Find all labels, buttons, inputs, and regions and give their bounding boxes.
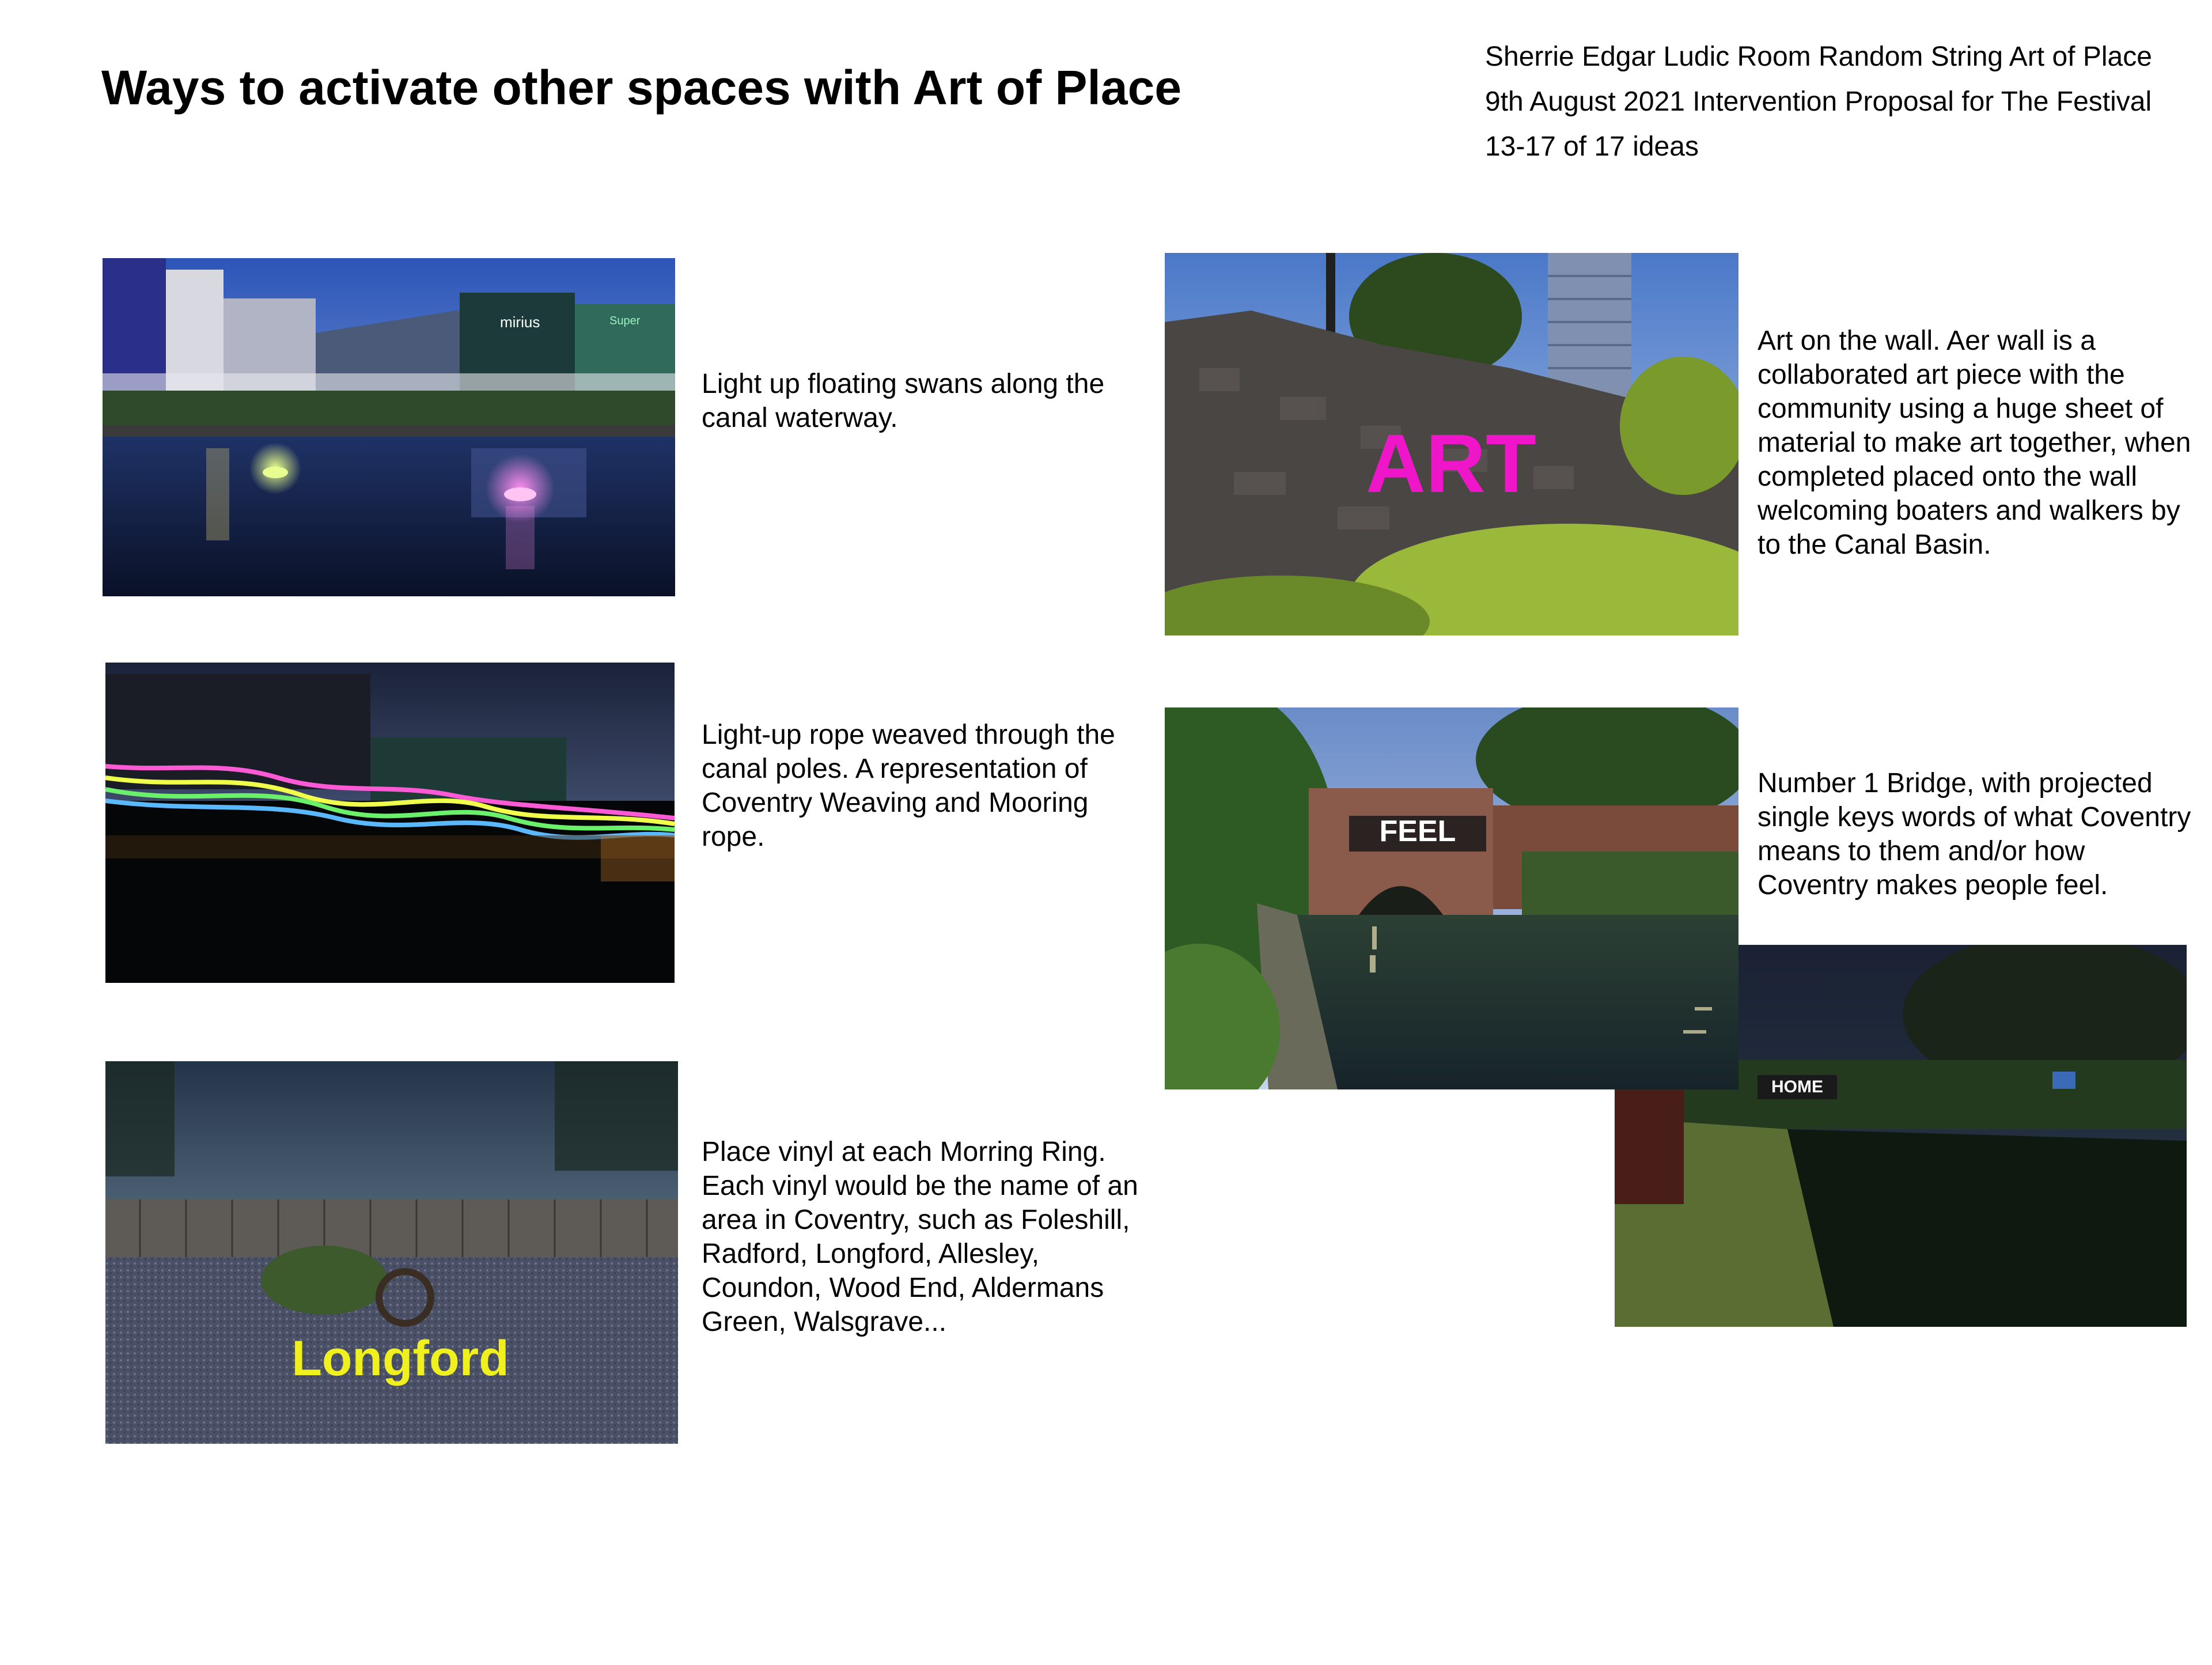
swans-photo [103,258,675,596]
rope-description: Light-up rope weaved through the canal poles. A representation of Coventry Weaving and Mooring rope. [702,720,1115,852]
feel-overlay: FEEL [1379,815,1456,848]
bridge-photo [1165,707,1738,1089]
meta-author: Sherrie Edgar Ludic Room Random String Art of Place [1485,41,2152,72]
bridge-description: Number 1 Bridge, with projected single keys words of what Coventry means to them and/or how Coventry makes people feel. [1758,768,2191,900]
vinyl-description: Place vinyl at each Morring Ring. Each vinyl would be the name of an area in Coventry, such as Foleshill, Radford, Longford, Allesley, Coundon, Wood End, Aldermans Green, Walsgrave... [702,1137,1138,1337]
vinyl-photo [105,1061,678,1444]
swans-description: Light up floating swans along the canal waterway. [702,369,1105,433]
rope-photo [105,663,675,983]
home-overlay: HOME [1771,1077,1823,1096]
meta-count: 13-17 of 17 ideas [1485,131,1699,162]
sign-mirius-text: mirius [500,313,540,331]
longford-overlay: Longford [291,1331,509,1386]
wall-photo [1165,253,1738,635]
wall-description: Art on the wall. Aer wall is a collaborated art piece with the community using a huge sheet of material to make art together, when completed placed onto the wall welcoming boaters and walkers by to the Canal Basin. [1758,326,2191,560]
meta-block [1485,35,2152,169]
sign-super-text: Super [609,315,641,327]
meta-date: 9th August 2021 Intervention Proposal for The Festival [1485,86,2152,117]
page-title: Ways to activate other spaces with Art of Place [101,60,1182,115]
art-overlay: ART [1366,417,1536,510]
